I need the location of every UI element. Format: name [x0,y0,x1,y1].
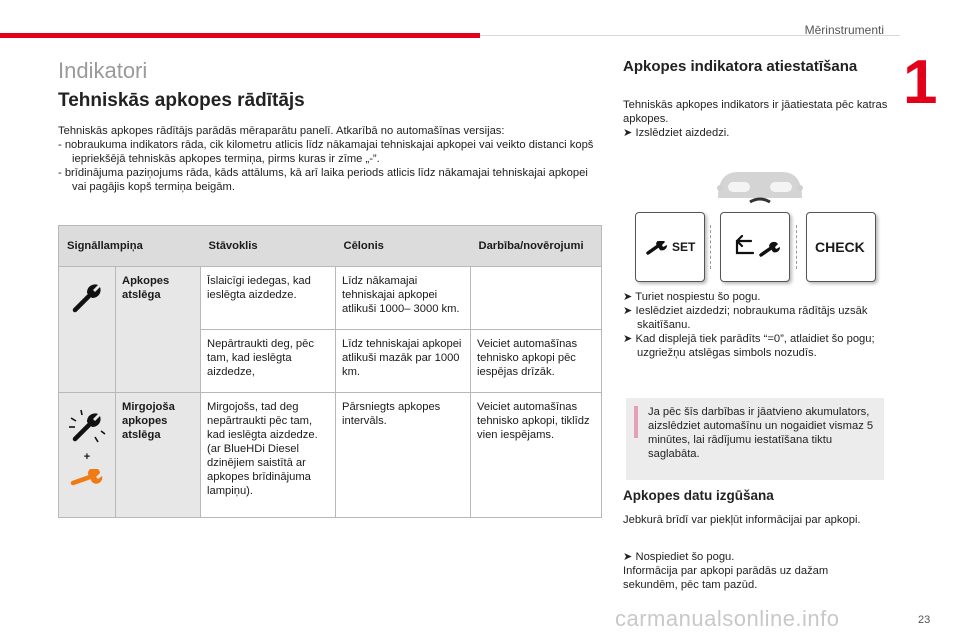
data-paragraph: Jebkurā brīdī var piekļūt informācijai par apkopi. [623,514,861,526]
table-cell: Līdz nākamajai tehniskajai apkopei atlikuši 1000– 3000 km. [336,267,471,330]
reset-button[interactable] [720,212,790,282]
arrow-icon: ➤ [623,551,633,563]
step-item: ➤ Izslēdziet aizdedzi. [623,127,730,139]
check-label: CHECK [815,239,865,255]
divider [710,225,712,269]
arrow-icon: ➤ [623,305,633,317]
steps-block [623,290,888,360]
reset-intro [623,98,888,140]
arrow-icon: ➤ [623,291,633,303]
section-title: Indikatori [58,58,148,83]
table-cell: Līdz tehniskajai apkopei atlikuši mazāk par 1000 km. [336,330,471,393]
table-header-row [59,226,602,267]
plus-sign: + [83,451,91,464]
arrow-icon: ➤ [623,333,633,345]
right-heading: Apkopes indikatora atiestatīšana [623,58,858,75]
bullet-odometer: - nobraukuma indikators rāda, cik kilometru atlicis līdz nākamajai tehniskajai apkopei vai veikto distanci kopš iepriekšējā tehniskās apkopes termiņa, pirms kuras ir zīme „-”. [58,139,594,165]
table-header: Stāvoklis [201,226,336,267]
row-name: Apkopes atslēga [116,267,201,393]
table-row [59,393,602,518]
set-label: SET [672,240,696,254]
flashing-wrench-icon [67,407,107,447]
left-heading: Tehniskās apkopes rādītājs [58,90,305,111]
table-cell: Mirgojošs, tad deg nepārtraukti pēc tam, kad ieslēgta aizdedze. (ar BlueHDi Diesel dzinējiem saistītā ar apkopes brīdinājuma lampiņu). [201,393,336,518]
row-name: Mirgojoša apkopes atslēga [116,393,201,518]
set-button[interactable] [635,212,705,282]
table-cell [471,267,602,330]
table-cell: Veiciet automašīnas tehnisko apkopi, tiklīdz vien iespējams. [471,393,602,518]
arrow-icon: ➤ [623,127,633,139]
data-info: Informācija par apkopi parādās uz dažam sekundēm, pēc tam pazūd. [623,565,829,591]
info-icon [634,406,638,438]
bullet-warning: - brīdinājuma paziņojums rāda, kāds attālums, kā arī laika periods atlicis līdz nākamajai tehniskajai apkopei vai pagājis kopš termiņa beigām. [58,167,588,193]
data-steps [623,550,863,592]
return-wrench-icon [731,235,781,259]
info-text: Ja pēc šīs darbības ir jāatvieno akumulators, aizslēdziet automašīnu un nogaidiet vismaz 5 minūtes, lai rādījumu iestatīšana tiktu saglabāta. [648,406,874,460]
chapter-number: 1 [903,48,938,117]
table-cell: Īslaicīgi iedegas, kad ieslēgta aizdedze. [201,267,336,330]
check-button[interactable] [806,212,876,282]
header-red-bar [0,33,480,38]
reset-paragraph: Tehniskās apkopes indikators ir jāatiestata pēc katras apkopes. [623,99,888,125]
table-cell: Nepārtraukti deg, pēc tam, kad ieslēgta aizdedze, [201,330,336,393]
chapter-title: Mērinstrumenti [804,23,884,37]
table-header: Cēlonis [336,226,471,267]
table-header: Signāllampiņa [59,226,201,267]
step-item: ➤ Nospiediet šo pogu. [623,551,735,563]
wrench-icon [70,281,104,315]
instrument-cluster-icon [710,168,810,206]
step-item: ➤ Turiet nospiestu šo pogu. [623,291,761,303]
wrench-icon [646,241,668,255]
flashing-wrench-cell [59,393,116,518]
step-item: ➤ Ieslēdziet aizdedzi; nobraukuma rādītājs uzsāk skaitīšanu. [623,305,868,331]
wrench-cell [59,267,116,393]
table-header: Darbība/novērojumi [471,226,602,267]
page-number: 23 [918,614,931,626]
orange-wrench-icon [70,469,104,489]
right-heading-2: Apkopes datu izgūšana [623,488,774,503]
step-item: ➤ Kad displejā tiek parādīts “=0”, atlaidiet šo pogu; uzgriežņu atslēgas simbols nozudīs. [623,333,875,359]
left-intro-block [58,124,598,194]
table-cell: Veiciet automašīnas tehnisko apkopi pēc iespējas drīzāk. [471,330,602,393]
intro-text: Tehniskās apkopes rādītājs parādās mēraparātu panelī. Atkarībā no automašīnas versijas: [58,125,505,137]
table-cell: Pārsniegts apkopes intervāls. [336,393,471,518]
signal-table [58,225,602,518]
watermark: carmanualsonline.info [615,606,840,631]
divider [796,225,798,269]
table-row [59,267,602,330]
